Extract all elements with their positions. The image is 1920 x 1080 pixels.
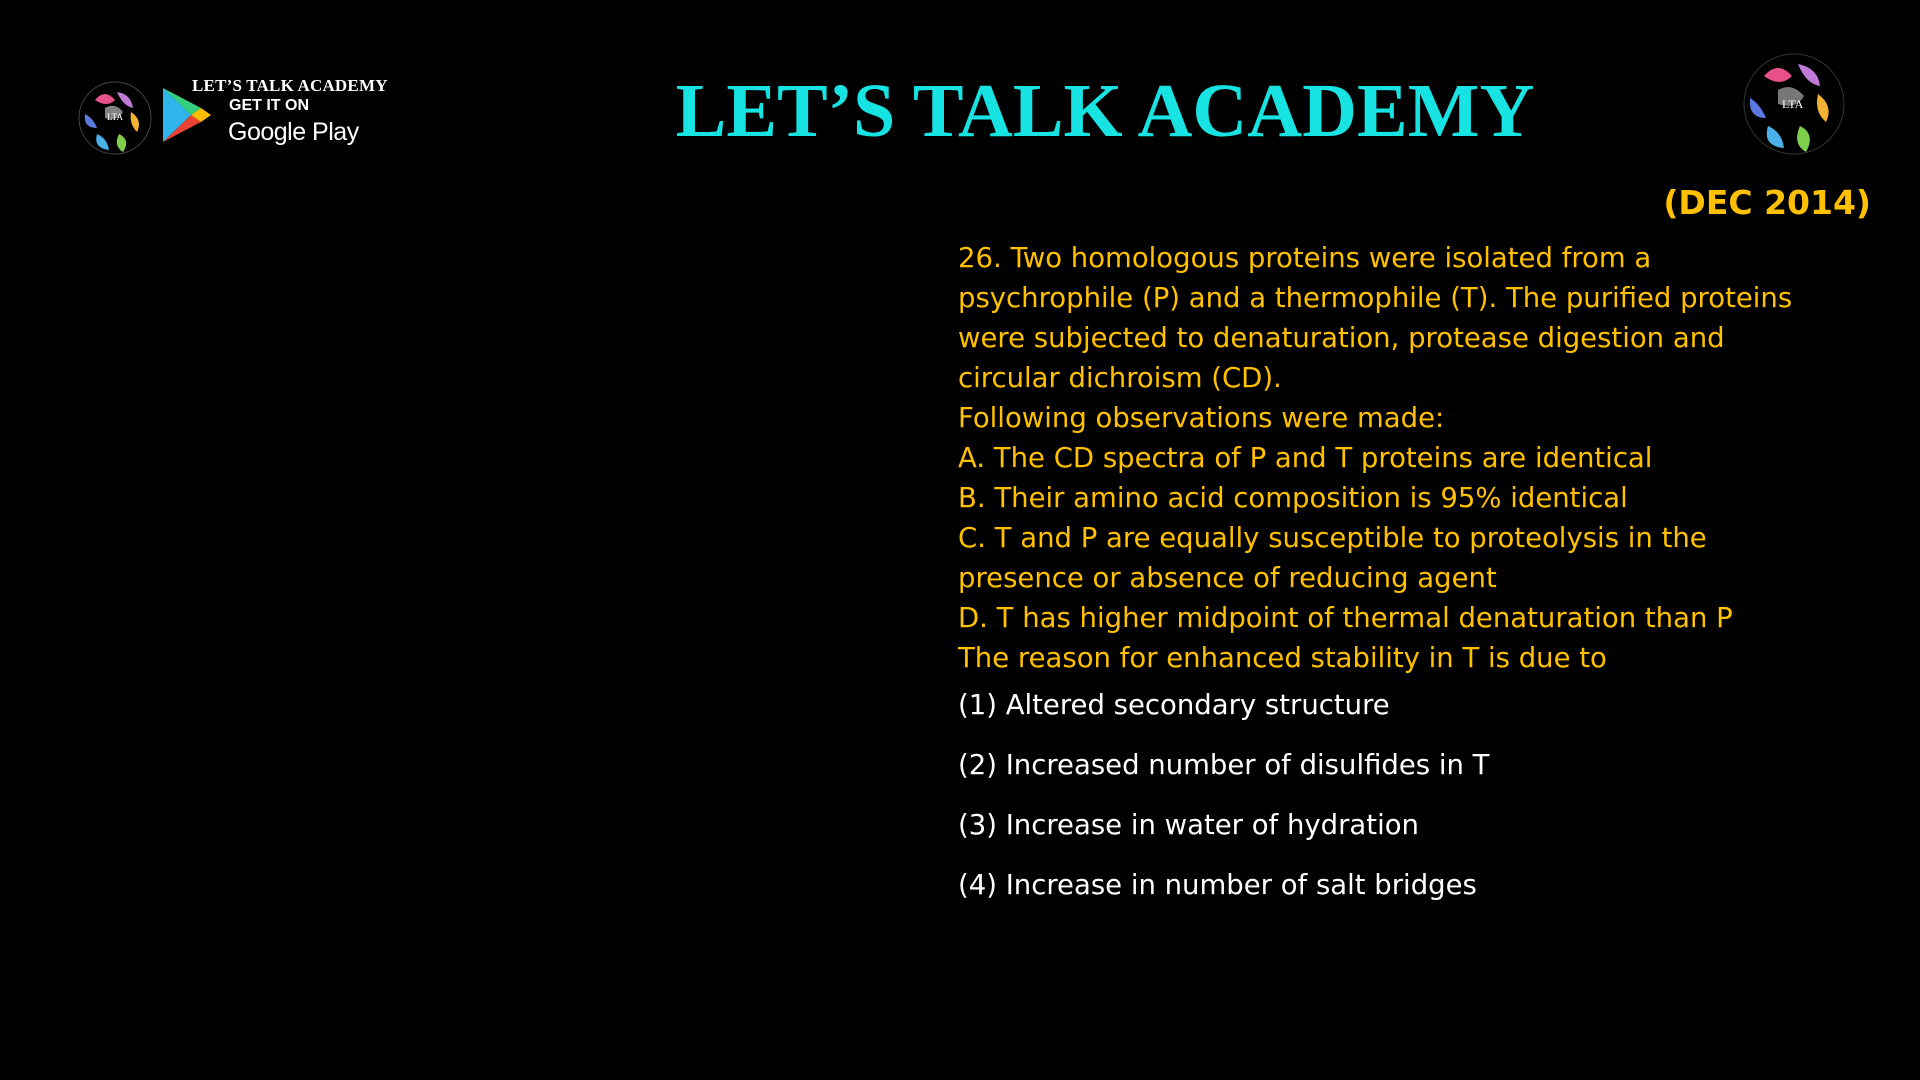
- question-line: circular dichroism (CD).: [958, 362, 1282, 394]
- exam-year-tag: (DEC 2014): [1663, 183, 1871, 222]
- page-title: LET’S TALK ACADEMY: [675, 69, 1535, 153]
- academy-logo-icon: [75, 78, 155, 158]
- question-line: 26. Two homologous proteins were isolated from a: [958, 242, 1652, 274]
- question-line: The reason for enhanced stability in T is due to: [958, 642, 1607, 674]
- question-line: psychrophile (P) and a thermophile (T). The purified proteins: [958, 282, 1793, 314]
- badge-brand-text: LET’S TALK ACADEMY: [192, 76, 388, 95]
- badge-store-name: Google Play: [228, 118, 359, 146]
- question-line: C. T and P are equally susceptible to proteolysis in the: [958, 522, 1707, 554]
- question-block: [958, 238, 1858, 678]
- question-line: D. T has higher midpoint of thermal denaturation than P: [958, 602, 1733, 634]
- option-1[interactable]: (1) Altered secondary structure: [958, 689, 1390, 721]
- answer-options: [958, 685, 1858, 925]
- svg-text:LTA: LTA: [107, 112, 123, 122]
- question-line: presence or absence of reducing agent: [958, 562, 1497, 594]
- badge-get-it-on-text: GET IT ON: [229, 97, 309, 114]
- question-line: Following observations were made:: [958, 402, 1445, 434]
- google-play-badge[interactable]: [75, 76, 415, 158]
- option-4[interactable]: (4) Increase in number of salt bridges: [958, 869, 1477, 901]
- svg-text:LTA: LTA: [1782, 97, 1804, 111]
- option-3[interactable]: (3) Increase in water of hydration: [958, 809, 1419, 841]
- academy-logo-icon: [1738, 48, 1850, 160]
- question-line: B. Their amino acid composition is 95% identical: [958, 482, 1628, 514]
- question-line: were subjected to denaturation, protease digestion and: [958, 322, 1725, 354]
- question-line: A. The CD spectra of P and T proteins are identical: [958, 442, 1653, 474]
- option-2[interactable]: (2) Increased number of disulfides in T: [958, 749, 1490, 781]
